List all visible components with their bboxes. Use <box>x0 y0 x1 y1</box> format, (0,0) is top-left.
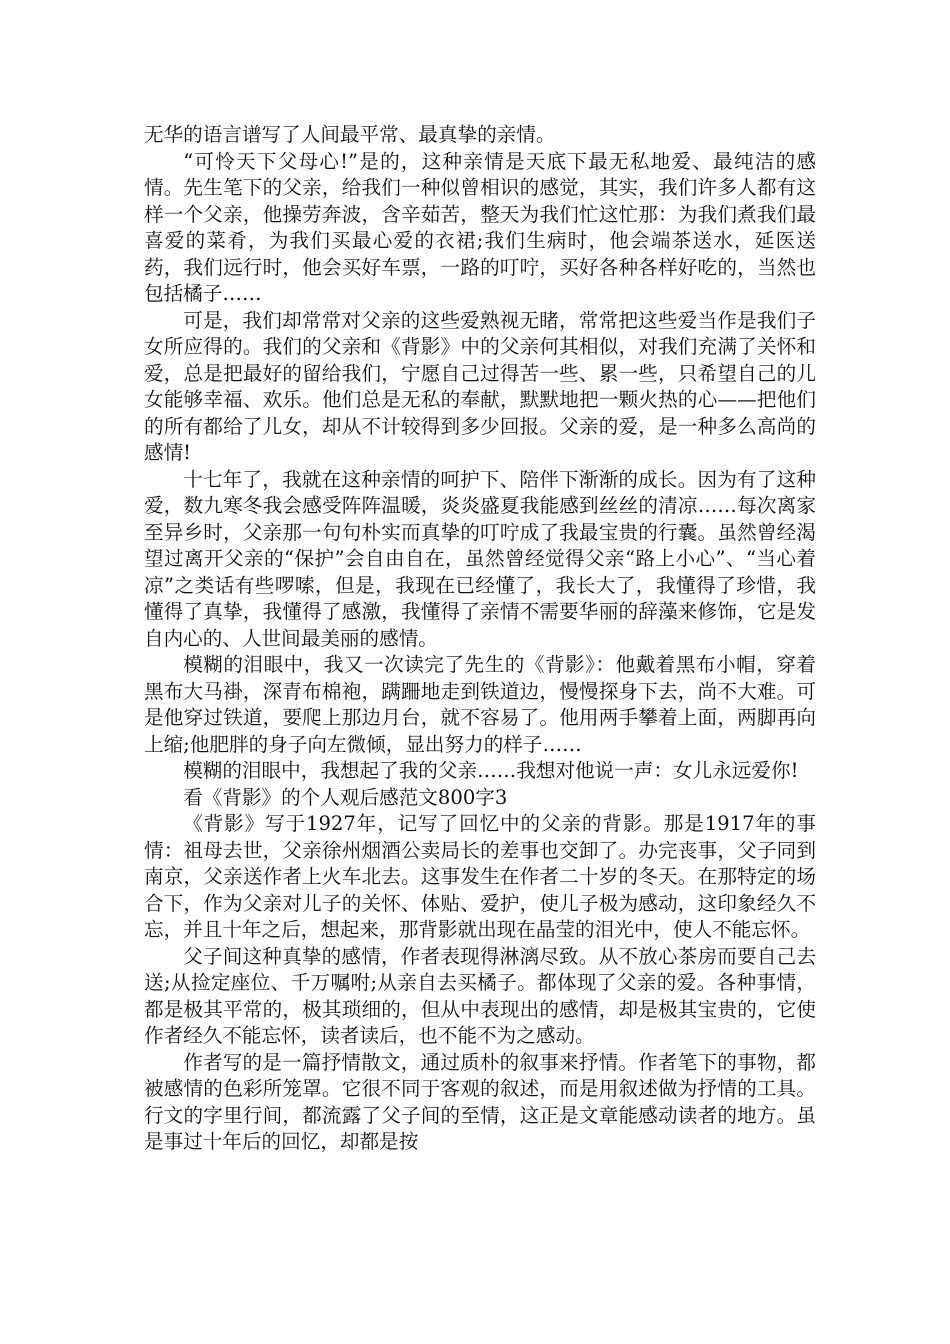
document-body <box>144 122 816 1156</box>
paragraph: 十七年了，我就在这种亲情的呵护下、陪伴下渐渐的成长。因为有了这种爱，数九寒冬我会感受阵阵温暖，炎炎盛夏我能感到丝丝的清凉……每次离家至异乡时，父亲那一句句朴实而真挚的叮咛成了我最宝贵的行囊。虽然曾经渴望过离开父亲的“保护”会自由自在，虽然曾经觉得父亲“路上小心”、“当心着凉”之类话有些啰嗦，但是，我现在已经懂了，我长大了，我懂得了珍惜，我懂得了真挚，我懂得了感激，我懂得了亲情不需要华丽的辞藻来修饰，它是发自内心的、人世间最美丽的感情。 <box>144 467 816 650</box>
paragraph: 作者写的是一篇抒情散文，通过质朴的叙事来抒情。作者笔下的事物，都被感情的色彩所笼罩。它很不同于客观的叙述，而是用叙述做为抒情的工具。行文的字里行间，都流露了父子间的至情，这正是文章能感动读者的地方。虽是事过十年后的回忆，却都是按 <box>144 1050 816 1153</box>
paragraph: “可怜天下父母心!”是的，这种亲情是天底下最无私地爱、最纯洁的感情。先生笔下的父亲，给我们一种似曾相识的感觉，其实，我们许多人都有这样一个父亲，他操劳奔波，含辛茹苦，整天为我们忙这忙那：为我们煮我们最喜爱的菜肴，为我们买最心爱的衣裙;我们生病时，他会端茶送水，延医送药，我们远行时，他会买好车票，一路的叮咛，买好各种各样好吃的，当然也包括橘子…… <box>144 149 816 305</box>
paragraph: 父子间这种真挚的感情，作者表现得淋漓尽致。从不放心茶房而要自己去送;从捡定座位、千万嘱咐;从亲自去买橘子。都体现了父亲的爱。各种事情，都是极其平常的，极其琐细的，但从中表现出的感情，却是极其宝贵的，它使作者经久不能忘怀，读者读后，也不能不为之感动。 <box>144 944 816 1047</box>
paragraph-continued: 无华的语言谱写了人间最平常、最真挚的亲情。 <box>144 123 556 146</box>
section-heading: 看《背影》的个人观后感范文800字3 <box>183 785 508 809</box>
paragraph: 《背影》写于1927年，记写了回忆中的父亲的背影。那是1917年的事情：祖母去世，父亲徐州烟酒公卖局长的差事也交卸了。办完丧事，父子同到南京，父亲送作者上火车北去。这事发生在作者二十岁的冬天。在那特定的场合下，作为父亲对儿子的关怀、体贴、爱护，使儿子极为感动，这印象经久不忘，并且十年之后，想起来，那背影就出现在晶莹的泪光中，使人不能忘怀。 <box>144 812 816 941</box>
paragraph: 可是，我们却常常对父亲的这些爱熟视无睹，常常把这些爱当作是我们子女所应得的。我们的父亲和《背影》中的父亲何其相似，对我们充满了关怀和爱，总是把最好的留给我们，宁愿自己过得苦一些、累一些，只希望自己的儿女能够幸福、欢乐。他们总是无私的奉献，默默地把一颗火热的心——把他们的所有都给了儿女，却从不计较得到多少回报。父亲的爱，是一种多么高尚的感情! <box>144 308 816 464</box>
paragraph: 模糊的泪眼中，我想起了我的父亲……我想对他说一声：女儿永远爱你! <box>183 759 799 782</box>
paragraph: 模糊的泪眼中，我又一次读完了先生的《背影》：他戴着黑布小帽，穿着黑布大马褂，深青布棉袍，蹒跚地走到铁道边，慢慢探身下去，尚不大难。可是他穿过铁道，要爬上那边月台，就不容易了。他用两手攀着上面，两脚再向上缩;他肥胖的身子向左微倾，显出努力的样子…… <box>144 653 816 756</box>
